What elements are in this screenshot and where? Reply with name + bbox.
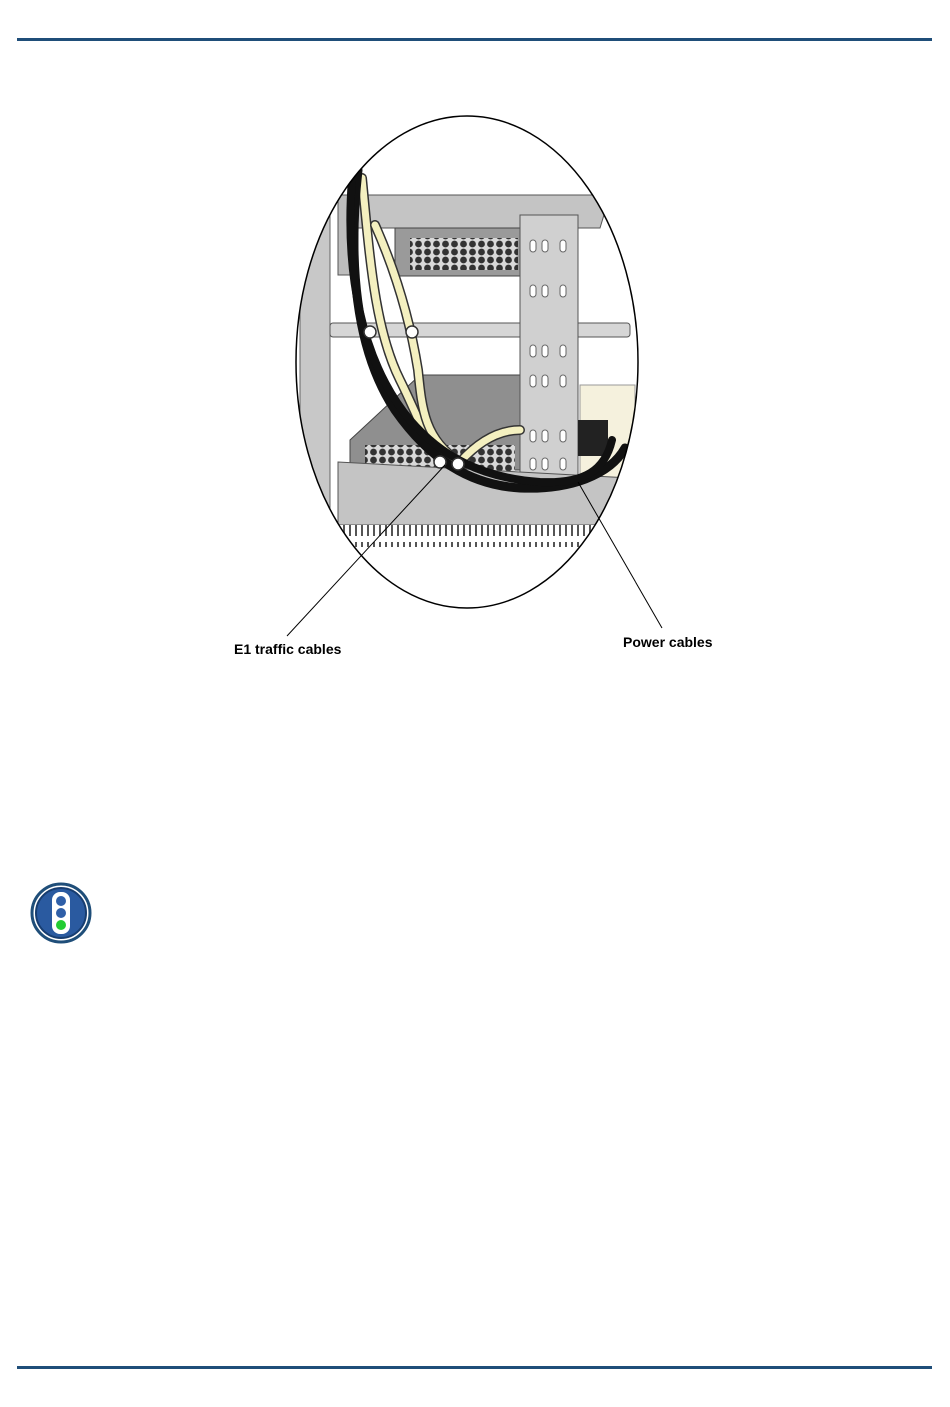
- footer-rule: [17, 1366, 932, 1369]
- traffic-light-icon: [30, 882, 92, 944]
- e1-traffic-cables-label: E1 traffic cables: [234, 641, 342, 657]
- power-cables-label: Power cables: [623, 634, 713, 650]
- power-leader-line: [578, 482, 662, 628]
- magnified-rack-view: [290, 110, 650, 620]
